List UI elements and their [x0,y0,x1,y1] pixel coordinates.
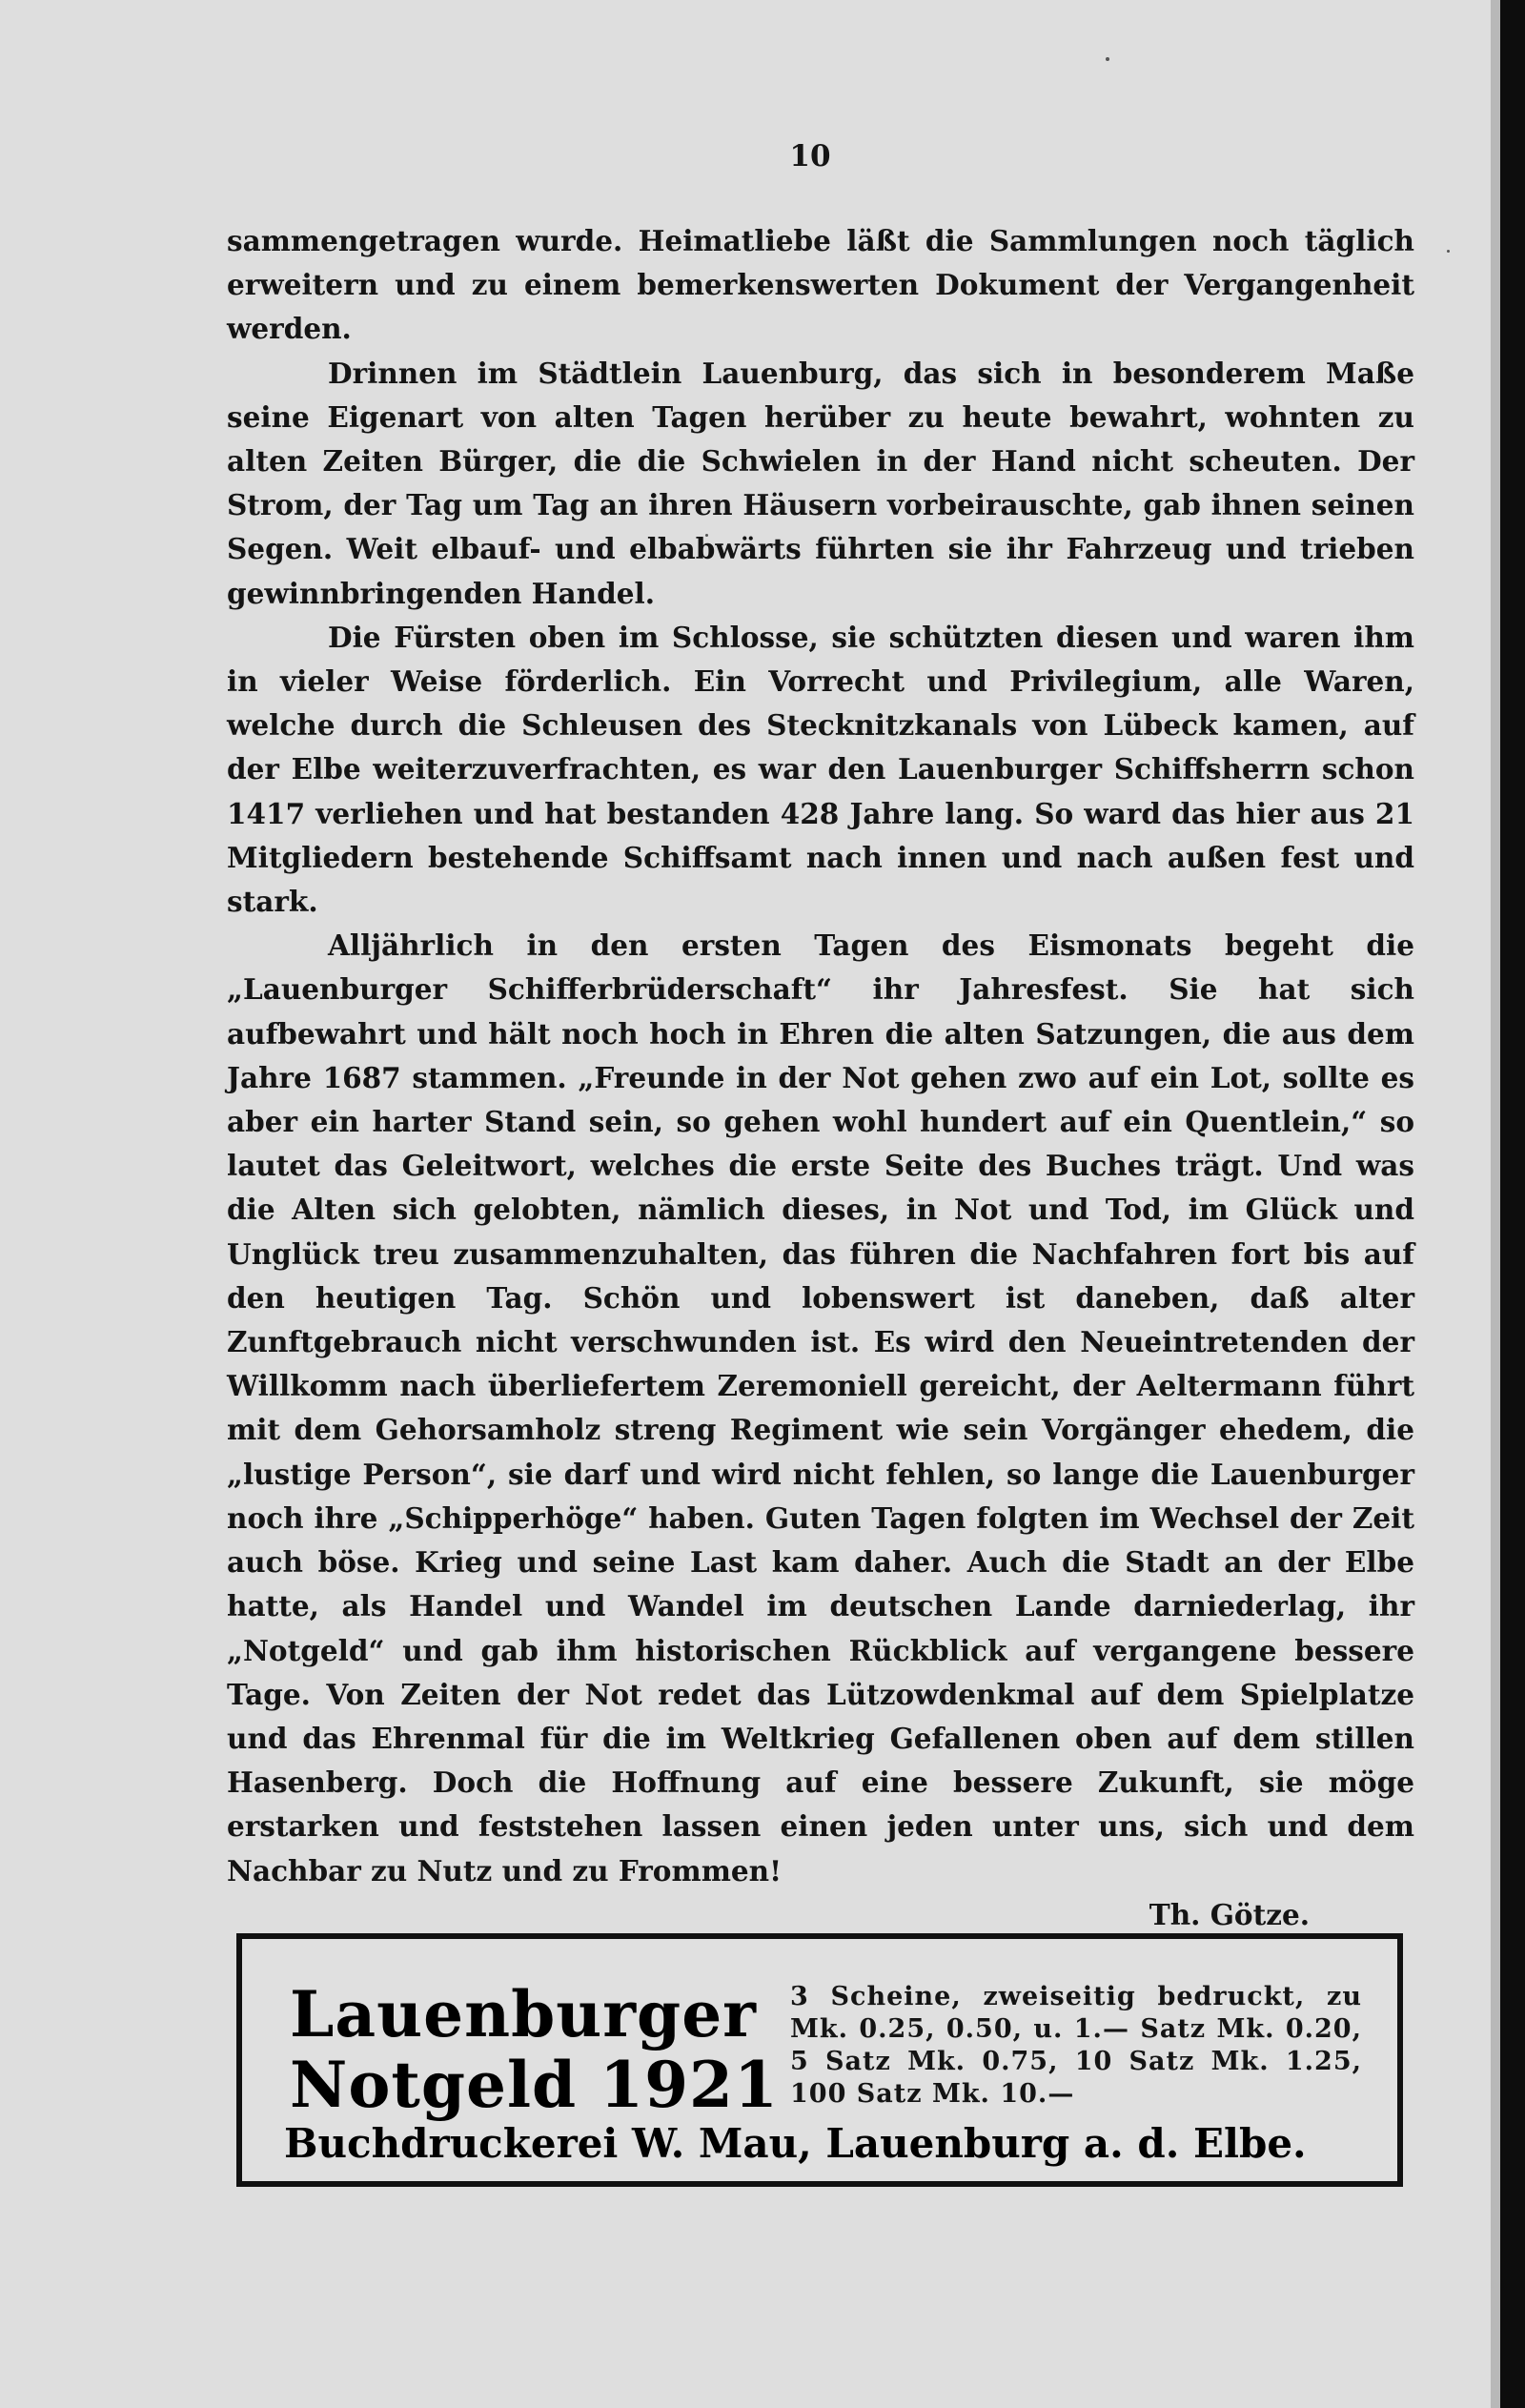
advertisement-title [290,1979,779,2120]
paragraph-2: Drinnen im Städtlein Lauenburg, das sich in besonderem Maße seine Eigenart von alten Tagen herüber zu heute bewahrt, wohnten zu alten Zeiten Bürger, die die Schwielen in der Hand nicht scheuten. Der Strom, der Tag um Tag an ihren Häusern vorbeirauschte, gab ihnen seinen Segen. Weit elbauf- und elbabwärts führten sie ihr Fahrzeug und trieben gewinnbringenden Handel. [227,356,1414,610]
article-body [227,219,1414,1937]
page-edge-shadow [1491,0,1500,2408]
advertisement-details: 3 Scheine, zweiseitig bedruckt, zu Mk. 0.25, 0.50, u. 1.— Satz Mk. 0.20, 5 Satz Mk. 0.75, 10 Satz Mk. 1.25, 100 Satz Mk. 10.— [790,1982,1362,2109]
advertisement-footer: Buchdruckerei W. Mau, Lauenburg a. d. Elbe. [284,2120,1307,2167]
dust-speck [1447,250,1450,253]
author-signature: Th. Götze. [1149,1897,1310,1931]
paragraph-4: Alljährlich in den ersten Tagen des Eismonats begeht die „Lauenburger Schifferbrüderschaft“ ihr Jahresfest. Sie hat sich aufbewahrt und hält noch hoch in Ehren die alten Satzungen, die aus dem Jahre 1687 stammen. „Freunde in der Not gehen zwo auf ein Lot, sollte es aber ein harter Stand sein, so gehen wohl hundert auf ein Quentlein,“ so lautet das Geleitwort, welches die erste Seite des Buches trägt. Und was die Alten sich gelobten, nämlich dieses, in Not und Tod, im Glück und Unglück treu zusammenzuhalten, das führen die Nachfahren fort bis auf den heutigen Tag. Schön und lobenswert ist daneben, daß alter Zunftgebrauch nicht verschwunden ist. Es wird den Neueintretenden der Willkomm nach überliefertem Zeremoniell gereicht, der Aeltermann führt mit dem Gehorsamholz streng Regiment wie sein Vorgänger ehedem, die „lustige Person“, sie darf und wird nicht fehlen, so lange die Lauenburger noch ihre „Schipperhöge“ haben. Guten Tagen folgten im Wechsel der Zeit auch böse. Krieg und seine Last kam daher. Auch die Stadt an der Elbe hatte, als Handel und Wandel im deutschen Lande darniederlag, ihr „Notgeld“ und gab ihm historischen Rückblick auf vergangene bessere Tage. Von Zeiten der Not redet das Lützowdenkmal auf dem Spielplatze und das Ehrenmal für die im Weltkrieg Gefallenen oben auf dem stillen Hasenberg. Doch die Hoffnung auf eine bessere Zukunft, sie möge erstarken und feststehen lassen einen jeden unter uns, sich und dem Nachbar zu Nutz und zu Frommen! [227,929,1414,1888]
advertisement-title-line-2: Notgeld 1921 [290,2048,779,2122]
advertisement-box [236,1933,1403,2187]
dust-speck [1106,57,1109,61]
paragraph-3: Die Fürsten oben im Schlosse, sie schützten diesen und waren ihm in vieler Weise förderlich. Ein Vorrecht und Privilegium, alle Waren, welche durch die Schleusen des Stecknitzkanals von Lübeck kamen, auf der Elbe weiterzuverfrachten, es war den Lauenburger Schiffsherrn schon 1417 verliehen und hat bestanden 428 Jahre lang. So ward das hier aus 21 Mitgliedern bestehende Schiffsamt nach innen und nach außen fest und stark. [227,620,1414,919]
paragraph-1: sammengetragen wurde. Heimatliebe läßt die Sammlungen noch täglich erweitern und zu einem bemerkenswerten Dokument der Vergangenheit werden. [227,224,1414,346]
page-edge [1500,0,1525,2408]
advertisement-title-line-1: Lauenburger [290,1977,757,2051]
page-number: 10 [789,139,831,173]
